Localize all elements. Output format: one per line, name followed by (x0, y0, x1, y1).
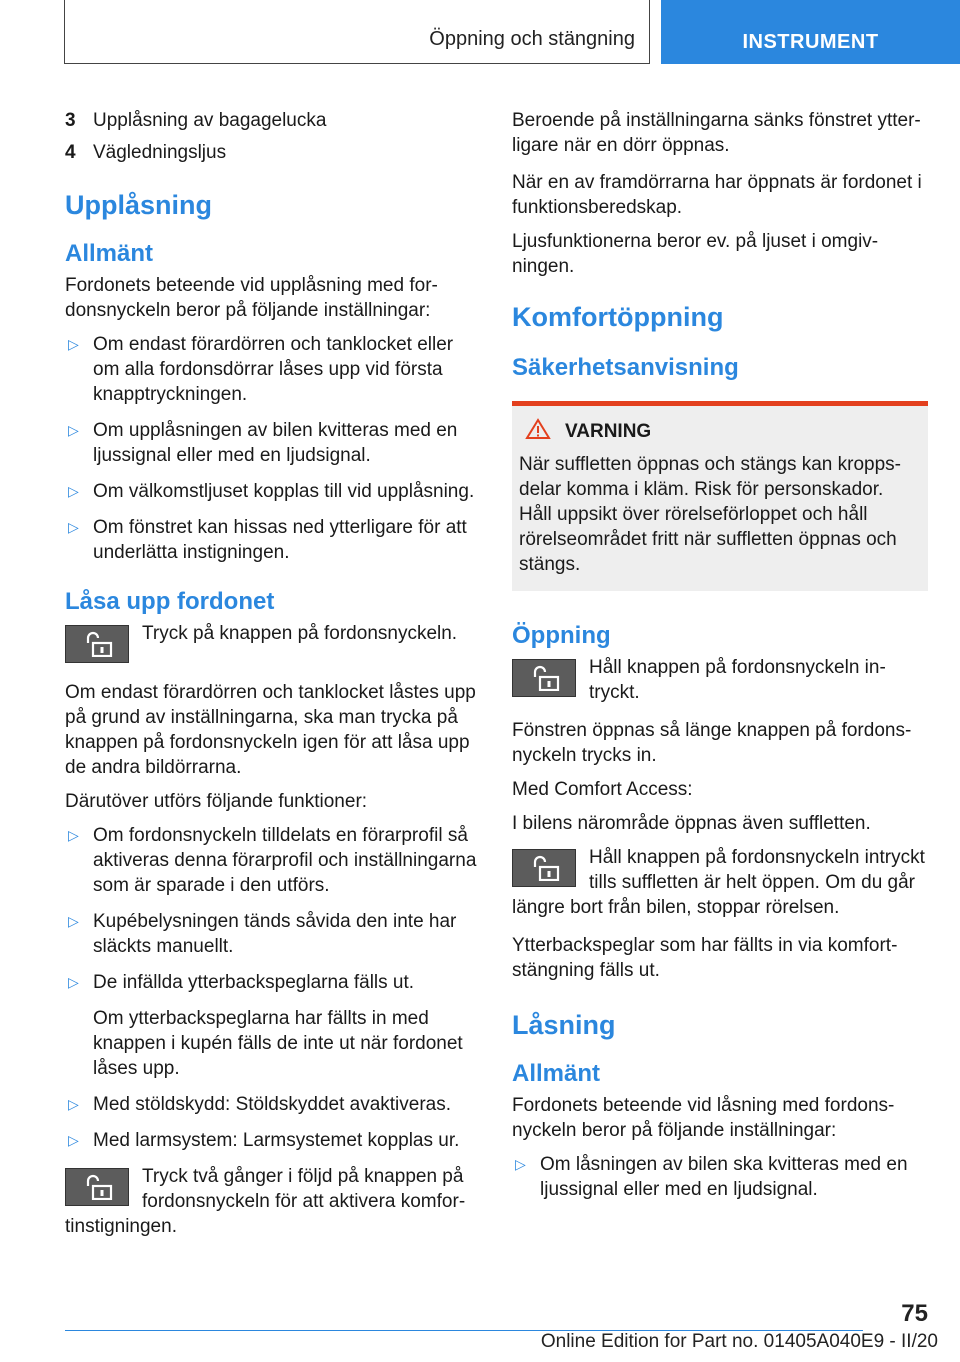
list-item (65, 515, 480, 565)
header-box (64, 0, 650, 64)
unlock-key-icon (65, 625, 129, 663)
list-item (65, 823, 480, 898)
heading-safety-note: Säkerhetsanvisning (512, 354, 739, 381)
key-instruction-3 (512, 655, 928, 705)
list-item (65, 1092, 480, 1117)
list-item (65, 418, 480, 468)
paragraph-general-2: Fordonets beteende vid låsning med fordonsnyckeln beror på följande inställningar: (512, 1095, 895, 1141)
list-item-text: Om fönstret kan hissas ned ytterligare för att underlätta instigningen. (93, 517, 467, 563)
paragraph-front-doors: När en av framdörrarna har öppnats är fordonet i funktionsberedskap. (512, 172, 922, 218)
triangle-bullet-icon: ▷ (68, 483, 79, 499)
unlock-key-icon (65, 1168, 129, 1206)
paragraph-also: Därutöver utförs följande funktioner: (65, 791, 368, 812)
list-item-text: Med larmsystem: Larmsystemet kopplas ur. (93, 1130, 460, 1151)
key-instruction-2 (65, 1164, 480, 1239)
list-item (65, 332, 480, 407)
list-item-text: Kupébelysningen tänds såvida den inte har släckts manuellt. (93, 911, 457, 957)
heading-unlocking: Upplåsning (65, 190, 212, 220)
heading-general-2: Allmänt (512, 1060, 601, 1087)
function-list-2 (65, 1092, 480, 1153)
paragraph-mirrors: Ytterbackspeglar som har fällts in via komfortstängning fälls ut. (512, 935, 898, 981)
triangle-bullet-icon: ▷ (68, 827, 79, 843)
heading-unlock-vehicle: Låsa upp fordonet (65, 588, 275, 615)
list-item (512, 1152, 928, 1202)
paragraph-comfort-access: Med Comfort Access: (512, 779, 693, 800)
list-item (65, 1128, 480, 1153)
list-item-text: Om välkomstljuset kopplas till vid upplåsning. (93, 481, 475, 502)
key-instruction-4 (512, 845, 928, 920)
triangle-bullet-icon: ▷ (68, 913, 79, 929)
triangle-bullet-icon: ▷ (68, 1132, 79, 1148)
paragraph-windows-open: Fönstren öppnas så länge knappen på fordonsnyckeln trycks in. (512, 720, 912, 766)
paragraph-mirrors-indent: Om ytterbackspeglarna har fällts in med knappen i kupén fälls de inte ut när fordonet låses upp. (93, 1008, 463, 1079)
right-column (512, 108, 928, 1213)
list-item-text: Om låsningen av bilen ska kvitteras med en ljussignal eller med en ljudsignal. (540, 1154, 908, 1200)
warning-triangle-icon (525, 418, 551, 446)
triangle-bullet-icon: ▷ (68, 422, 79, 438)
page-number: 75 (901, 1300, 928, 1327)
key-instruction-text: Håll knappen på fordonsnyckeln intryckt tills suffletten är helt öppen. Om du går längre bort från bilen, stoppar rörelsen. (512, 847, 925, 918)
triangle-bullet-icon: ▷ (68, 519, 79, 535)
list-item-text: Om fordonsnyckeln tilldelats en förarprofil så aktiveras denna förarprofil och inställningarna som är sparade i den utförs. (93, 825, 477, 896)
key-instruction-text: Håll knappen på fordonsnyckeln intryckt. (589, 657, 886, 703)
paragraph-only-driver: Om endast förardörren och tanklocket låstes upp på grund av inställningarna, ska man trycka på knappen på fordonsnyckeln igen för att låsa upp de andra bildörrarna. (65, 682, 476, 778)
unlock-key-icon (512, 659, 576, 697)
list-item-text: De infällda ytterbackspeglarna fälls ut. (93, 972, 415, 993)
paragraph-general: Fordonets beteende vid upplåsning med fordonsnyckeln beror på följande inställningar: (65, 275, 438, 321)
list-item-text: Om endast förardörren och tanklocket eller om alla fordonsdörrar låses upp vid första knapptryckningen. (93, 334, 454, 405)
general-list (65, 332, 480, 565)
list-item (65, 479, 480, 504)
item-number: 4 (65, 142, 76, 163)
key-instruction (65, 621, 480, 667)
header-section-title: Öppning och stängning (429, 28, 635, 50)
warning-text: När suffletten öppnas och stängs kan kroppsdelar komma i kläm. Risk för personskador. Håll uppsikt över rörelseförloppet och håll rörelseområdet fritt när suffletten öppnas och stängs. (519, 454, 901, 575)
function-list (65, 823, 480, 995)
numbered-item (65, 108, 480, 133)
triangle-bullet-icon: ▷ (68, 1096, 79, 1112)
item-number: 3 (65, 110, 76, 131)
list-item (65, 970, 480, 995)
heading-locking: Låsning (512, 1010, 616, 1040)
heading-comfort-opening: Komfortöppning (512, 302, 724, 332)
heading-general: Allmänt (65, 240, 154, 267)
warning-header (519, 418, 920, 446)
list-item (65, 909, 480, 959)
numbered-item (65, 140, 480, 165)
heading-opening: Öppning (512, 622, 611, 649)
triangle-bullet-icon: ▷ (515, 1156, 526, 1172)
list-item-text: Med stöldskydd: Stöldskyddet avaktiveras. (93, 1094, 452, 1115)
warning-box (512, 401, 928, 591)
lock-list (512, 1152, 928, 1202)
unlock-key-icon (512, 849, 576, 887)
paragraph-light: Ljusfunktionerna beror ev. på ljuset i omgivningen. (512, 231, 879, 277)
paragraph-window: Beroende på inställningarna sänks fönstret ytterligare när en dörr öppnas. (512, 110, 921, 156)
triangle-bullet-icon: ▷ (68, 336, 79, 352)
footer-edition: Online Edition for Part no. 01405A040E9 - II/20 (540, 1331, 938, 1352)
list-item-text: Om upplåsningen av bilen kvitteras med en ljussignal eller med en ljudsignal. (93, 420, 458, 466)
left-column (65, 108, 480, 1252)
key-instruction-text: Tryck två gånger i följd på knappen på fordonsnyckeln för att aktivera komfortinstigningen. (65, 1166, 466, 1237)
warning-title: VARNING (565, 421, 652, 442)
key-instruction-text: Tryck på knappen på fordonsnyckeln. (142, 623, 458, 644)
triangle-bullet-icon: ▷ (68, 974, 79, 990)
header-tab[interactable]: INSTRUMENT (661, 0, 960, 64)
paragraph-near-area: I bilens närområde öppnas även suffletten. (512, 813, 871, 834)
item-text: Upplåsning av bagagelucka (93, 110, 327, 131)
item-text: Vägledningsljus (93, 142, 227, 163)
